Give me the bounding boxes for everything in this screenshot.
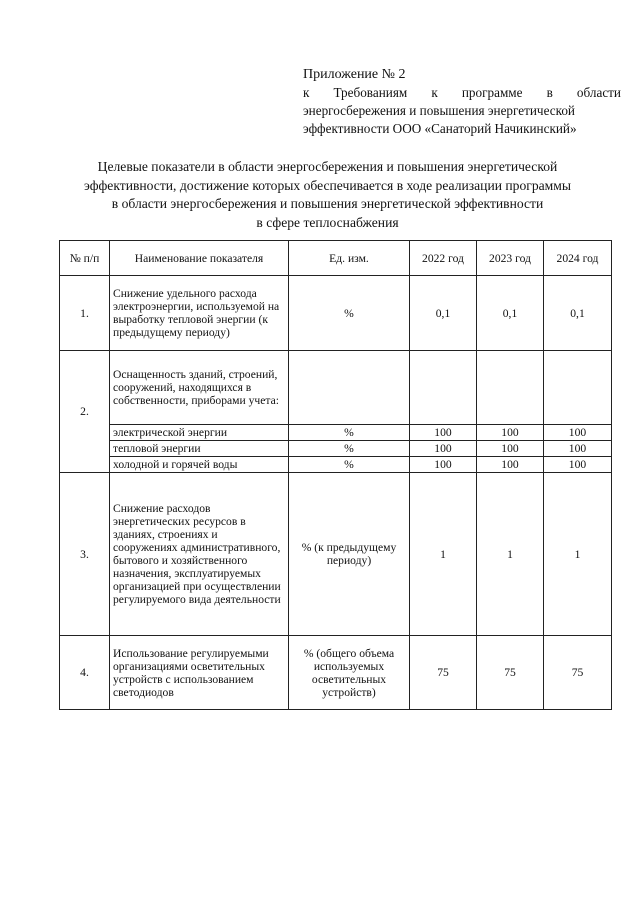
- row-unit: %: [289, 276, 410, 351]
- row-value-empty: [410, 351, 477, 425]
- row-value-2022: 1: [410, 473, 477, 636]
- row-name: Использование регулируемыми организациями осветительных устройств с использованием светодиодов: [110, 636, 289, 710]
- row-value-2024: 75: [544, 636, 612, 710]
- header-unit: Ед. изм.: [289, 241, 410, 276]
- subrow-value-2022: 100: [410, 425, 477, 441]
- subrow-value-2022: 100: [410, 441, 477, 457]
- subrow-value-2023: 100: [477, 441, 544, 457]
- subrow-name: тепловой энергии: [110, 441, 289, 457]
- table-subrow: [60, 441, 612, 457]
- row-num: 3.: [60, 473, 110, 636]
- row-value-2023: 0,1: [477, 276, 544, 351]
- row-unit: % (общего объема используемых осветительных устройств): [289, 636, 410, 710]
- table-row: [60, 276, 612, 351]
- row-value-2023: 1: [477, 473, 544, 636]
- row-num: 4.: [60, 636, 110, 710]
- appendix-line-1: к Требованиям к программе в области: [303, 85, 621, 100]
- row-value-2023: 75: [477, 636, 544, 710]
- row-value-empty: [477, 351, 544, 425]
- table-subrow: [60, 425, 612, 441]
- subrow-unit: %: [289, 441, 410, 457]
- row-unit: % (к предыдущему периоду): [289, 473, 410, 636]
- subrow-value-2024: 100: [544, 425, 612, 441]
- header-name: Наименование показателя: [110, 241, 289, 276]
- indicators-table: [59, 240, 612, 710]
- row-value-2024: 0,1: [544, 276, 612, 351]
- subrow-name: электрической энергии: [110, 425, 289, 441]
- subrow-unit: %: [289, 457, 410, 473]
- table-row: [60, 473, 612, 636]
- header-2022: 2022 год: [410, 241, 477, 276]
- subrow-value-2022: 100: [410, 457, 477, 473]
- subrow-value-2024: 100: [544, 457, 612, 473]
- subrow-value-2023: 100: [477, 457, 544, 473]
- table-header-row: [60, 241, 612, 276]
- document-title: [40, 158, 615, 232]
- row-value-2024: 1: [544, 473, 612, 636]
- table-row: [60, 351, 612, 425]
- row-value-2022: 0,1: [410, 276, 477, 351]
- appendix-header: [303, 66, 621, 138]
- table-subrow: [60, 457, 612, 473]
- row-name: Оснащенность зданий, строений, сооружений, находящихся в собственности, приборами учета:: [110, 351, 289, 425]
- row-num: 1.: [60, 276, 110, 351]
- row-name: Снижение расходов энергетических ресурсов в зданиях, строениях и сооружениях административного, бытового и хозяйственного назначения, эксплуатируемых организацией при осуществлении регулируемого вида деятельности: [110, 473, 289, 636]
- row-value-2022: 75: [410, 636, 477, 710]
- document-title-line-2: эффективности, достижение которых обеспечивается в ходе реализации программы: [84, 177, 571, 193]
- subrow-value-2023: 100: [477, 425, 544, 441]
- document-title-line-3: в области энергосбережения и повышения энергетической эффективности: [111, 196, 544, 211]
- appendix-line-2: энергосбережения и повышения энергетической: [303, 103, 575, 118]
- row-value-empty: [544, 351, 612, 425]
- header-2024: 2024 год: [544, 241, 612, 276]
- appendix-title: Приложение № 2: [303, 67, 406, 82]
- subrow-value-2024: 100: [544, 441, 612, 457]
- header-num: № п/п: [60, 241, 110, 276]
- row-name: Снижение удельного расхода электроэнергии, используемой на выработку тепловой энергии (к предыдущему периоду): [110, 276, 289, 351]
- row-unit-empty: [289, 351, 410, 425]
- subrow-name: холодной и горячей воды: [110, 457, 289, 473]
- document-title-line-1: Целевые показатели в области энергосбережения и повышения энергетической: [97, 159, 558, 174]
- header-2023: 2023 год: [477, 241, 544, 276]
- table-row: [60, 636, 612, 710]
- row-num: 2.: [60, 351, 110, 473]
- document-title-line-4: в сфере теплоснабжения: [256, 214, 399, 230]
- subrow-unit: %: [289, 425, 410, 441]
- appendix-line-3: эффективности ООО «Санаторий Начикинский»: [303, 121, 577, 136]
